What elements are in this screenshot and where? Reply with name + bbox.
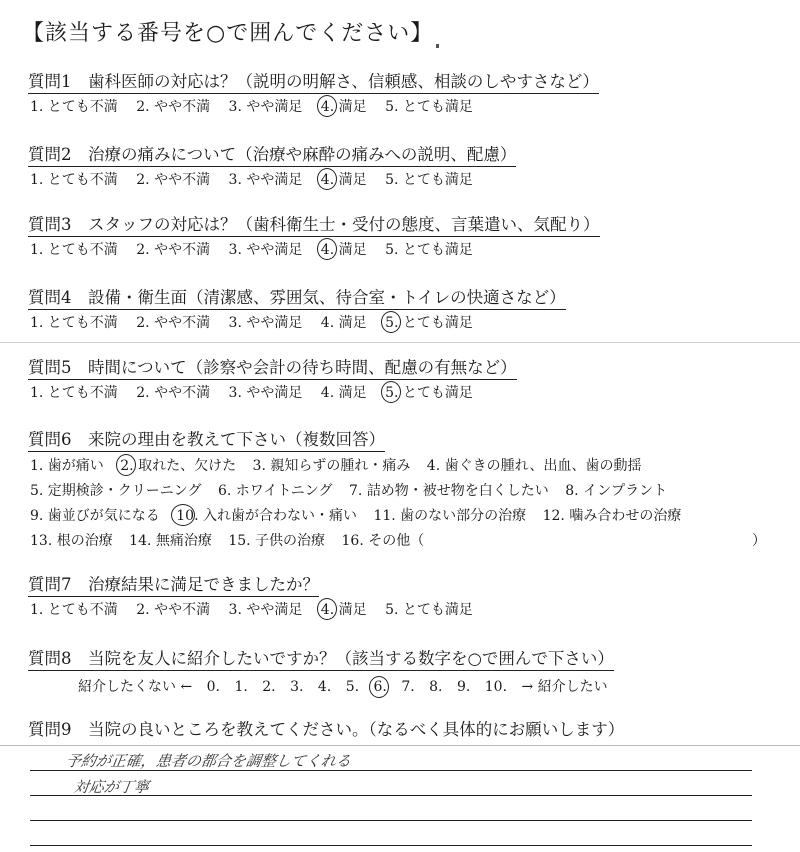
q7-option-2[interactable]: 2. やや不満 (136, 602, 211, 618)
answer-line-4 (30, 845, 752, 846)
scale-0[interactable]: 0. (206, 679, 220, 695)
q6-option-7[interactable]: 7. 詰め物・被せ物を白くしたい (349, 483, 549, 499)
question-3-options (30, 241, 487, 259)
question-1-heading: 質問1 歯科医師の対応は？（説明の明解さ、信頼感、相談のしやすさなど） (28, 72, 599, 94)
q4-option-3[interactable]: 3. やや満足 (228, 315, 303, 331)
q7-option-3[interactable]: 3. やや満足 (228, 602, 303, 618)
scale-8[interactable]: 8. (429, 679, 443, 695)
scan-artifact-line-2 (0, 745, 800, 746)
question-4-options (30, 314, 487, 332)
question-2-options (30, 171, 487, 189)
scale-10[interactable]: 10. (484, 679, 508, 695)
q4-option-5-label: 5. とても満足 (385, 315, 473, 331)
q7-option-5[interactable]: 5. とても満足 (385, 602, 473, 618)
question-3-heading: 質問3 スタッフの対応は？（歯科衛生士・受付の態度、言葉遣い、気配り） (28, 215, 600, 237)
q6-option-10-circled[interactable] (176, 507, 357, 525)
q2-option-4-label: 4. 満足 (320, 172, 367, 188)
q1-option-3[interactable]: 3. やや満足 (228, 99, 303, 115)
question-6-row-3 (30, 507, 693, 525)
scale-7[interactable]: 7. (401, 679, 415, 695)
q2-option-4-circled[interactable] (321, 171, 367, 189)
answer-line-3 (30, 820, 752, 821)
q5-option-5-circled[interactable] (385, 384, 473, 402)
scale-4[interactable]: 4. (317, 679, 332, 695)
q1-option-2[interactable]: 2. やや不満 (136, 99, 211, 115)
q1-option-4-circled[interactable] (321, 98, 367, 116)
question-2-heading: 質問2 治療の痛みについて（治療や麻酔の痛みへの説明、配慮） (28, 145, 516, 167)
q6-option-11[interactable]: 11. 歯のない部分の治療 (373, 508, 527, 524)
question-8-scale (78, 676, 618, 696)
q1-option-4-label: 4. 満足 (320, 99, 367, 115)
q7-option-4-circled[interactable] (321, 601, 367, 619)
question-6-row-1 (30, 457, 653, 475)
question-7-options (30, 601, 487, 619)
scale-2[interactable]: 2. (262, 679, 276, 695)
q4-option-4[interactable]: 4. 満足 (320, 315, 367, 331)
q7-option-1[interactable]: 1. とても不満 (30, 602, 118, 618)
q6-option-2-label: 2. 取れた、欠けた (120, 458, 237, 474)
q6-option-3[interactable]: 3. 親知らずの腫れ・痛み (252, 458, 411, 474)
q6-option-1[interactable]: 1. 歯が痛い (30, 458, 104, 474)
q1-option-5[interactable]: 5. とても満足 (385, 99, 473, 115)
q2-option-5[interactable]: 5. とても満足 (385, 172, 473, 188)
q6-option-4[interactable]: 4. 歯ぐきの腫れ、出血、歯の動揺 (426, 458, 642, 474)
q5-option-2[interactable]: 2. やや不満 (136, 385, 211, 401)
q4-option-2[interactable]: 2. やや不満 (136, 315, 211, 331)
question-7-heading: 質問7 治療結果に満足できましたか？ (28, 575, 319, 597)
scan-speck (436, 44, 439, 48)
question-1-options (30, 98, 487, 116)
page-title: 【該当する番号を○で囲んでください】 (22, 21, 434, 46)
q2-option-3[interactable]: 3. やや満足 (228, 172, 303, 188)
scan-artifact-line (0, 342, 800, 343)
q1-option-1[interactable]: 1. とても不満 (30, 99, 118, 115)
q5-option-5-label: 5. とても満足 (385, 385, 473, 401)
q5-option-1[interactable]: 1. とても不満 (30, 385, 118, 401)
q3-option-5[interactable]: 5. とても満足 (385, 242, 473, 258)
q5-option-4[interactable]: 4. 満足 (320, 385, 367, 401)
q2-option-2[interactable]: 2. やや不満 (136, 172, 211, 188)
q4-option-1[interactable]: 1. とても不満 (30, 315, 118, 331)
q3-option-3[interactable]: 3. やや満足 (228, 242, 303, 258)
question-5-heading: 質問5 時間について（診察や会計の待ち時間、配慮の有無など） (28, 358, 517, 380)
question-6-row-4 (30, 532, 766, 550)
q6-option-8[interactable]: 8. インプラント (565, 483, 668, 499)
q3-option-1[interactable]: 1. とても不満 (30, 242, 118, 258)
q6-option-9[interactable]: 9. 歯並びが気になる (30, 508, 160, 524)
question-9-heading: 質問9 当院の良いところを教えてください。（なるべく具体的にお願いします） (28, 720, 625, 739)
scale-right-label: → 紹介したい (521, 679, 608, 695)
q6-option-10-label: 10. 入れ歯が合わない・痛い (176, 508, 357, 524)
q6-option-16[interactable]: 16. その他（ (341, 533, 425, 549)
q6-option-13[interactable]: 13. 根の治療 (30, 533, 113, 549)
handwritten-answer-1: 予約が正確，患者の都合を調整してくれる (64, 752, 353, 770)
q6-option-15[interactable]: 15. 子供の治療 (228, 533, 326, 549)
scale-left-label: 紹介したくない ← (78, 679, 193, 695)
q6-option-5[interactable]: 5. 定期検診・クリーニング (30, 483, 202, 499)
scale-6-circled[interactable]: 6. (373, 679, 387, 695)
q2-option-1[interactable]: 1. とても不満 (30, 172, 118, 188)
handwritten-answer-2: 対応が丁寧 (72, 778, 151, 796)
question-4-heading: 質問4 設備・衛生面（清潔感、雰囲気、待合室・トイレの快適さなど） (28, 288, 566, 310)
q6-option-14[interactable]: 14. 無痛治療 (129, 533, 212, 549)
question-6-row-2 (30, 482, 679, 500)
q3-option-4-circled[interactable] (321, 241, 367, 259)
q3-option-2[interactable]: 2. やや不満 (136, 242, 211, 258)
q6-option-6[interactable]: 6. ホワイトニング (217, 483, 333, 499)
q6-option-2-circled[interactable] (120, 457, 236, 475)
question-5-options (30, 384, 487, 402)
q6-option-12[interactable]: 12. 噛み合わせの治療 (542, 508, 682, 524)
q3-option-4-label: 4. 満足 (320, 242, 367, 258)
q6-other-close-paren: ） (752, 533, 766, 549)
scale-3[interactable]: 3. (290, 679, 304, 695)
q4-option-5-circled[interactable] (385, 314, 473, 332)
scale-1[interactable]: 1. (234, 679, 248, 695)
scale-9[interactable]: 9. (456, 679, 471, 695)
scale-5[interactable]: 5. (345, 679, 360, 695)
q7-option-4-label: 4. 満足 (320, 602, 367, 618)
question-6-heading: 質問6 来院の理由を教えて下さい（複数回答） (28, 430, 385, 452)
q5-option-3[interactable]: 3. やや満足 (228, 385, 303, 401)
question-8-heading: 質問8 当院を友人に紹介したいですか？（該当する数字を○で囲んで下さい） (28, 649, 614, 671)
